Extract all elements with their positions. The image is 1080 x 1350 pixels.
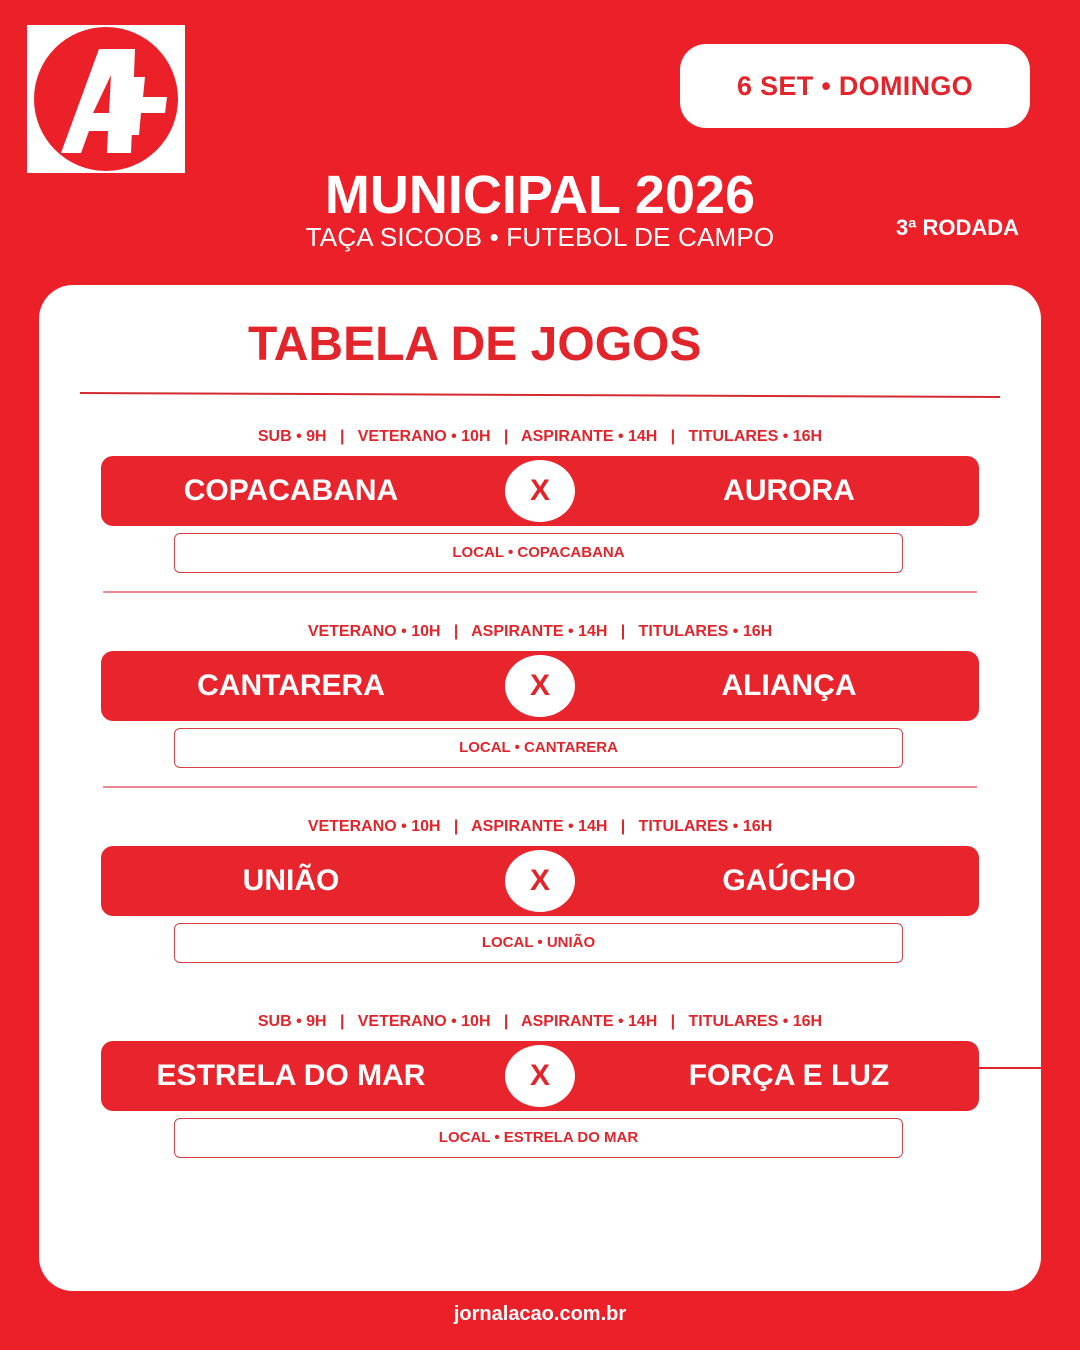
match-bar — [101, 651, 979, 721]
match-schedule: VETERANO • 10H | ASPIRANTE • 14H | TITULARES • 16H — [307, 818, 773, 835]
date-badge — [680, 44, 1030, 128]
away-team: ALIANÇA — [721, 669, 857, 702]
match-venue: LOCAL • COPACABANA — [174, 533, 903, 573]
round-label: 3ª RODADA — [896, 215, 1020, 240]
footer-website: jornalacao.com.br — [453, 1303, 627, 1325]
match-schedule: SUB • 9H | VETERANO • 10H | ASPIRANTE • 14H | TITULARES • 16H — [257, 428, 823, 445]
home-team: CANTARERA — [197, 669, 385, 702]
home-team: ESTRELA DO MAR — [156, 1059, 426, 1092]
match-bar — [101, 1041, 979, 1111]
brand-logo — [27, 25, 185, 173]
away-team: AURORA — [723, 474, 855, 507]
match-venue: LOCAL • UNIÃO — [174, 923, 903, 963]
decorative-line — [979, 1067, 1041, 1069]
home-team: UNIÃO — [242, 864, 340, 897]
match-schedule: VETERANO • 10H | ASPIRANTE • 14H | TITULARES • 16H — [307, 623, 773, 640]
versus-badge: X — [505, 850, 575, 912]
versus-badge: X — [505, 1045, 575, 1107]
logo-a-plus-icon — [27, 25, 185, 173]
match-divider — [103, 786, 977, 788]
date-text: 6 SET • DOMINGO — [737, 70, 973, 101]
match-schedule: SUB • 9H | VETERANO • 10H | ASPIRANTE • 14H | TITULARES • 16H — [257, 1013, 823, 1030]
page-title: MUNICIPAL 2026 — [324, 165, 756, 225]
versus-badge: X — [505, 655, 575, 717]
away-team: GAÚCHO — [722, 864, 856, 897]
page-subtitle: TAÇA SICOOB • FUTEBOL DE CAMPO — [305, 222, 775, 252]
match-venue: LOCAL • ESTRELA DO MAR — [174, 1118, 903, 1158]
away-team: FORÇA E LUZ — [688, 1059, 890, 1092]
versus-badge: X — [505, 460, 575, 522]
home-team: COPACABANA — [183, 474, 399, 507]
match-venue: LOCAL • CANTARERA — [174, 728, 903, 768]
match-bar — [101, 846, 979, 916]
match-bar — [101, 456, 979, 526]
match-divider — [103, 591, 977, 593]
table-title: TABELA DE JOGOS — [248, 318, 702, 371]
